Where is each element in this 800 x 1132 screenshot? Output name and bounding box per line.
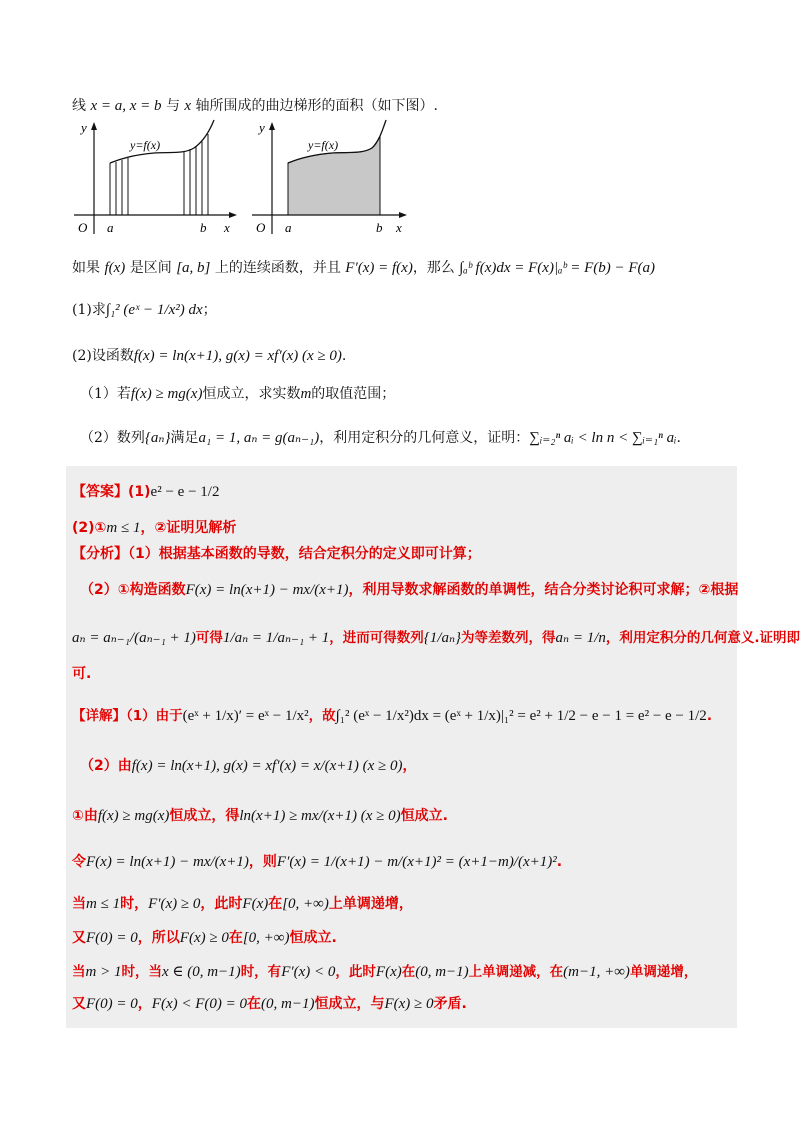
analysis-p3b: ，进而可得数列 [329, 630, 424, 646]
detail-d8e: 矛盾. [433, 996, 467, 1012]
q2b-suffix: . [676, 430, 681, 446]
answer-2-label: (2)① [72, 520, 107, 536]
detail-d7g: 单调递增， [629, 964, 698, 980]
question-2 [72, 346, 346, 366]
theorem-interval: [a, b] [176, 260, 211, 276]
detail-d3-expr2: ln(x+1) ≥ mx/(x+1) (x ≥ 0) [239, 808, 401, 824]
detail-d3a: ①由 [72, 808, 98, 824]
answer-2-rest: ，②证明见解析 [140, 520, 237, 536]
detail-line-6 [72, 928, 337, 948]
theorem-derivative: F′(x) = f(x) [345, 260, 413, 276]
analysis-tag: 【分析】 [72, 546, 128, 562]
detail-d6-expr1: F(0) = 0 [86, 930, 138, 946]
analysis-p3-expr3: {1/aₙ} [423, 630, 462, 646]
theorem-integral: ∫ₐᵇ f(x)dx = F(x)|ₐᵇ = F(b) − F(a) [459, 260, 656, 276]
detail-d6b: ，所以 [137, 930, 180, 946]
analysis-p3a: 可得 [195, 630, 223, 646]
intro-mid: 与 [165, 98, 185, 114]
origin-label: O [256, 220, 266, 235]
question-1 [72, 300, 217, 320]
q1-prefix: (1)求 [72, 302, 106, 318]
y-axis-arrow [91, 122, 97, 130]
question-2-1 [80, 384, 395, 404]
answer-2-m: m ≤ 1 [106, 520, 141, 536]
analysis-line-4 [72, 664, 91, 684]
q2-suffix: . [341, 348, 347, 364]
detail-d8-expr4: F(x) ≥ 0 [384, 996, 434, 1012]
detail-d1-expr2: ∫₁² (eˣ − 1/x²)dx = (eˣ + 1/x)|₁² = e² + 1/2 − e − 1 = e² − e − 1/2 [335, 708, 707, 724]
detail-d4-expr1: F(x) = ln(x+1) − mx/(x+1) [86, 854, 249, 870]
detail-d7e: 在 [401, 964, 416, 980]
detail-d6-expr2: F(x) ≥ 0 [179, 930, 229, 946]
detail-d7a: 当 [72, 964, 86, 980]
curve-label: y=f(x) [130, 138, 161, 152]
detail-d5-expr2: F′(x) ≥ 0 [148, 896, 201, 912]
detail-d7f: 上单调递减，在 [468, 964, 564, 980]
detail-d3b: 恒成立，得 [169, 808, 240, 824]
analysis-line-3 [72, 628, 800, 648]
detail-d5c: ，此时 [200, 896, 243, 912]
detail-d5-expr1: m ≤ 1 [86, 896, 121, 912]
analysis-p1: （1）根据基本函数的导数，结合定积分的定义即可计算； [128, 546, 481, 562]
theorem-text-4: ，那么 [412, 260, 460, 276]
detail-d4-expr2: F′(x) = 1/(x+1) − m/(x+1)² = (x+1−m)/(x+1)² [276, 854, 557, 870]
detail-line-8 [72, 994, 467, 1014]
y-label: y [259, 120, 265, 135]
q2b-text-2: ，利用定积分的几何意义，证明： [319, 430, 530, 446]
detail-d6d: 恒成立. [289, 930, 337, 946]
detail-d1c: . [706, 708, 712, 724]
detail-d5d: 在 [268, 896, 283, 912]
detail-d8d: 恒成立，与 [314, 996, 385, 1012]
b-label: b [376, 220, 383, 235]
a-label: a [285, 220, 292, 235]
theorem-text-2: 是区间 [125, 260, 177, 276]
detail-line-5 [72, 894, 413, 914]
q1-suffix: ； [202, 302, 217, 318]
x-label: x [396, 220, 402, 235]
q2b-ineq: ∑ᵢ₌₂ⁿ aᵢ < ln n < ∑ᵢ₌₁ⁿ aᵢ [529, 430, 677, 446]
theorem-text-3: 上的连续函数，并且 [210, 260, 346, 276]
x-label: x [224, 220, 230, 235]
q2a-mid: 恒成立，求实数 [202, 386, 301, 402]
y-axis-arrow [269, 122, 275, 130]
detail-d2-expr: f(x) = ln(x+1), g(x) = xf′(x) = x/(x+1) (x ≥ 0) [131, 758, 403, 774]
answer-1-label: (1) [128, 484, 151, 500]
detail-d5-expr3: F(x) [242, 896, 269, 912]
analysis-p3-expr1: aₙ = aₙ₋₁/(aₙ₋₁ + 1) [72, 630, 196, 646]
theorem-line [72, 258, 655, 278]
detail-d5-expr4: [0, +∞) [282, 896, 329, 912]
curve-label: y=f(x) [308, 138, 339, 152]
detail-d7-expr4: F(x) [375, 964, 402, 980]
detail-d4b: ，则 [248, 854, 277, 870]
detail-d4a: 令 [72, 854, 86, 870]
b-label: b [200, 220, 207, 235]
detail-d2a: （2）由 [80, 758, 132, 774]
detail-d8b: ， [137, 996, 152, 1012]
origin-label: O [78, 220, 88, 235]
detail-d7-expr5: (0, m−1) [415, 964, 469, 980]
x-axis-arrow [229, 212, 237, 218]
graph-right [250, 116, 420, 241]
q2-expr: f(x) = ln(x+1), g(x) = xf′(x) (x ≥ 0) [133, 348, 342, 364]
detail-d8-expr2: F(x) < F(0) = 0 [151, 996, 247, 1012]
detail-tag: 【详解】 [72, 708, 126, 724]
detail-line-4 [72, 852, 562, 872]
question-2-2 [80, 428, 681, 448]
q2a-prefix: （1）若 [80, 386, 131, 402]
curve [110, 120, 214, 163]
analysis-p3-expr4: aₙ = 1/n [555, 630, 606, 646]
q2b-prefix: （2）数列 [80, 430, 145, 446]
detail-d6c: 在 [228, 930, 243, 946]
detail-d8-expr3: (0, m−1) [261, 996, 315, 1012]
detail-line-7 [72, 962, 697, 982]
detail-d5e: 上单调递增， [328, 896, 413, 912]
answer-line-1 [72, 482, 219, 502]
analysis-p2b: ，利用导数求解函数的单调性，结合分类讨论积可求解；②根据 [348, 582, 739, 598]
intro-xvar: x [184, 98, 192, 114]
theorem-f: f(x) [104, 260, 126, 276]
theorem-text-1: 如果 [72, 260, 105, 276]
intro-prefix: 线 [72, 98, 86, 114]
analysis-p3d: ，利用定积分的几何意义.证明即 [605, 630, 800, 646]
detail-d5b: 时， [120, 896, 149, 912]
q2-prefix: (2)设函数 [72, 348, 134, 364]
intro-suffix: 轴所围成的曲边梯形的面积（如下图）. [195, 98, 438, 114]
a-label: a [107, 220, 114, 235]
intro-math: x = a, x = b [90, 98, 162, 114]
analysis-p3c: 为等差数列，得 [461, 630, 556, 646]
detail-d8c: 在 [247, 996, 261, 1012]
detail-d6a: 又 [72, 930, 86, 946]
answer-tag: 【答案】 [72, 484, 128, 500]
detail-line-3 [72, 806, 448, 826]
analysis-p2a: （2）①构造函数 [80, 582, 186, 598]
detail-d8-expr1: F(0) = 0 [86, 996, 138, 1012]
analysis-p2-expr: F(x) = ln(x+1) − mx/(x+1) [185, 582, 349, 598]
detail-d3-expr1: f(x) ≥ mg(x) [97, 808, 170, 824]
detail-d5a: 当 [72, 896, 86, 912]
q2a-m: m [300, 386, 312, 402]
detail-d7c: 时，有 [240, 964, 282, 980]
q2b-text-1: 满足 [170, 430, 199, 446]
detail-d6-expr3: [0, +∞) [242, 930, 290, 946]
q2a-suffix: 的取值范围； [311, 386, 396, 402]
detail-d1a: （1）由于 [126, 708, 183, 724]
intro-line [72, 96, 438, 116]
q2b-seq: {aₙ} [144, 430, 171, 446]
answer-line-2 [72, 518, 236, 538]
analysis-line-2 [80, 580, 738, 600]
y-label: y [81, 120, 87, 135]
x-axis-arrow [399, 212, 407, 218]
q2a-expr: f(x) ≥ mg(x) [130, 386, 203, 402]
analysis-p3-expr2: 1/aₙ = 1/aₙ₋₁ + 1 [222, 630, 330, 646]
detail-d4c: . [556, 854, 563, 870]
detail-d7-expr3: F′(x) < 0 [281, 964, 336, 980]
detail-d1b: ，故 [308, 708, 336, 724]
detail-d7-expr2: x ∈ (0, m−1) [161, 964, 241, 980]
detail-d2b: ， [402, 758, 417, 774]
detail-line-2 [80, 756, 417, 776]
detail-d1-expr: (eˣ + 1/x)′ = eˣ − 1/x² [182, 708, 309, 724]
detail-d7-expr1: m > 1 [85, 964, 122, 980]
detail-d3c: 恒成立. [400, 808, 448, 824]
graph-left [72, 116, 242, 241]
answer-1-expr: e² − e − 1/2 [150, 484, 220, 500]
detail-d8a: 又 [72, 996, 86, 1012]
analysis-line-1 [72, 544, 481, 564]
detail-line-1 [72, 706, 712, 726]
detail-d7b: 时，当 [121, 964, 162, 980]
q2b-cond: a₁ = 1, aₙ = g(aₙ₋₁) [198, 430, 320, 446]
detail-d7-expr6: (m−1, +∞) [563, 964, 630, 980]
q1-expr: ∫₁² (eˣ − 1/x²) dx [105, 302, 203, 318]
detail-d7d: ，此时 [335, 964, 376, 980]
analysis-p4: 可. [72, 666, 92, 682]
